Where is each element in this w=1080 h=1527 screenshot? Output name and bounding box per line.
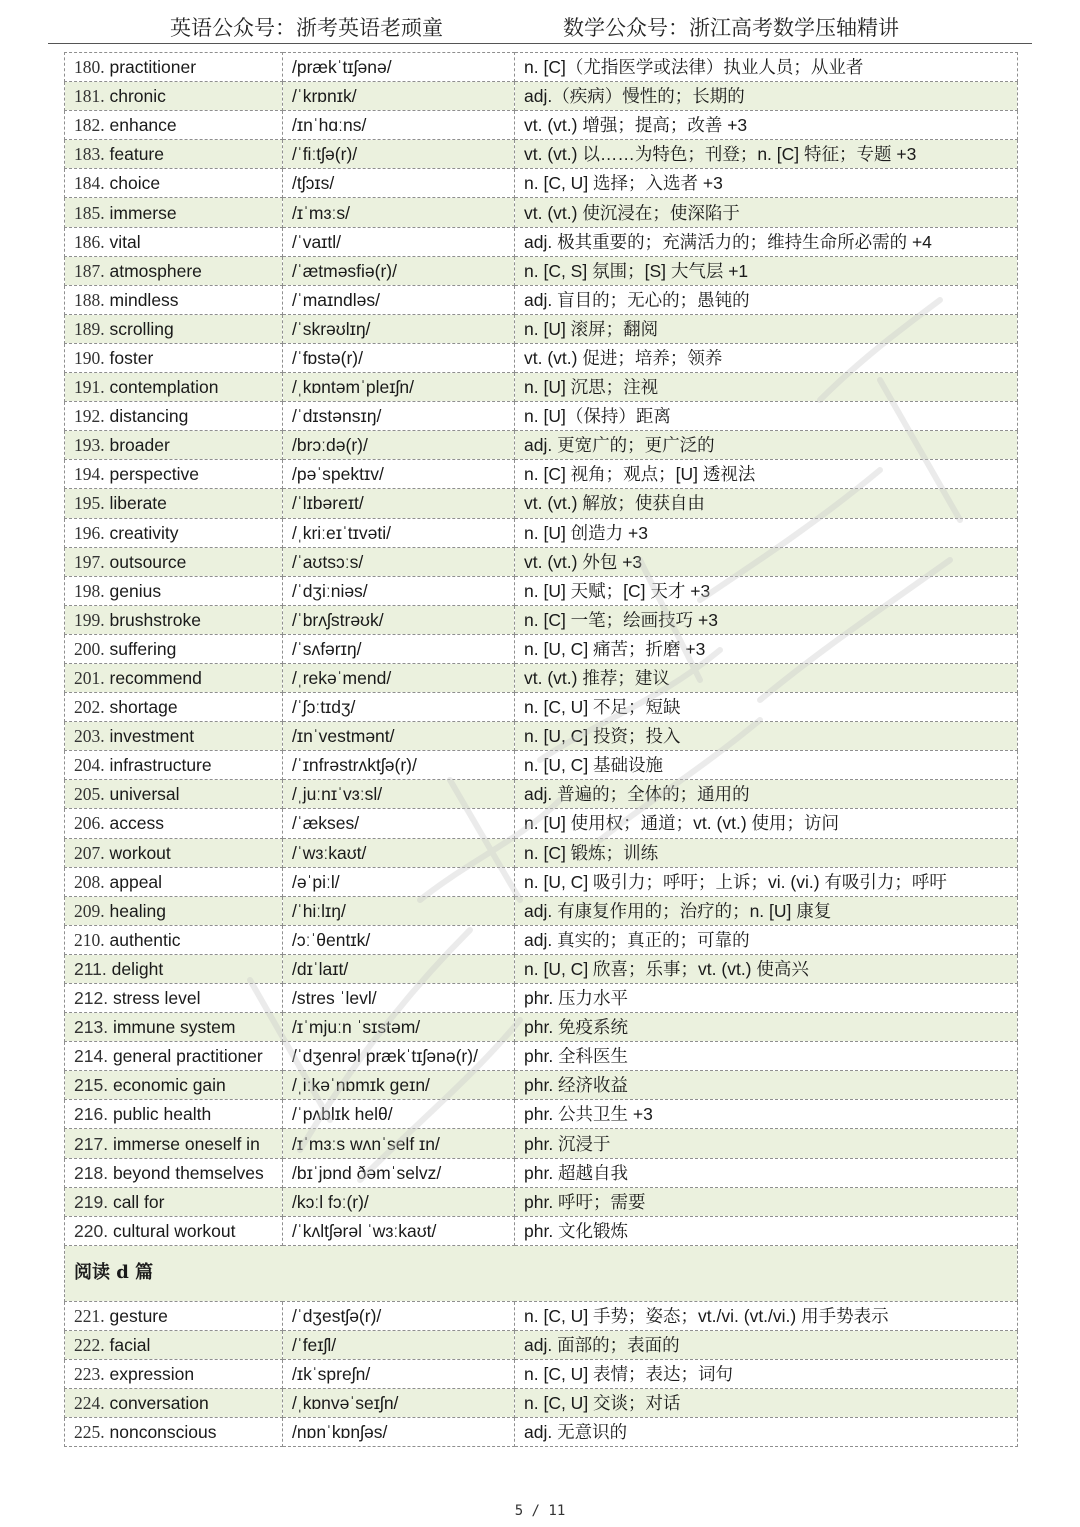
- entry-word: access: [109, 813, 164, 834]
- phonetic-cell: /tʃɔɪs/: [283, 169, 515, 198]
- entry-number: 211.: [74, 958, 107, 979]
- definition-cell: adj.（疾病）慢性的；长期的: [515, 82, 1018, 111]
- word-cell: [65, 954, 283, 983]
- word-cell: [65, 634, 283, 663]
- table-row: [65, 780, 1018, 809]
- definition-cell: n. [U] 滚屏；翻阅: [515, 314, 1018, 343]
- phonetic-cell: /ˈdʒenrəl prækˈtɪʃənə(r)/: [283, 1042, 515, 1071]
- table-row: [65, 693, 1018, 722]
- word-cell: [65, 256, 283, 285]
- phonetic-cell: /ɪkˈspreʃn/: [283, 1360, 515, 1389]
- table-row: [65, 1360, 1018, 1389]
- word-cell: [65, 314, 283, 343]
- definition-cell: n. [C] 视角；观点；[U] 透视法: [515, 460, 1018, 489]
- definition-cell: adj. 普遍的；全体的；通用的: [515, 780, 1018, 809]
- definition-cell: n. [U, C] 基础设施: [515, 751, 1018, 780]
- table-row: [65, 751, 1018, 780]
- entry-number: 192.: [74, 406, 105, 427]
- entry-number: 186.: [74, 231, 105, 252]
- word-cell: [65, 1013, 283, 1042]
- table-row: [65, 838, 1018, 867]
- phonetic-cell: /ˈfɒstə(r)/: [283, 343, 515, 372]
- definition-cell: phr. 全科医生: [515, 1042, 1018, 1071]
- entry-word: conversation: [109, 1393, 209, 1414]
- vocabulary-table-body-2: [65, 1301, 1018, 1446]
- definition-cell: vt. (vt.) 解放；使获自由: [515, 489, 1018, 518]
- phonetic-cell: /ˌkɒntəmˈpleɪʃn/: [283, 373, 515, 402]
- definition-cell: phr. 沉浸于: [515, 1129, 1018, 1158]
- entry-number: 221.: [74, 1305, 105, 1326]
- definition-cell: n. [C, U] 表情；表达；词句: [515, 1360, 1018, 1389]
- phonetic-cell: /ˈkrɒnɪk/: [283, 82, 515, 111]
- word-cell: [65, 227, 283, 256]
- entry-word: outsource: [109, 551, 187, 572]
- entry-word: gesture: [109, 1305, 168, 1326]
- definition-cell: adj. 盲目的；无心的；愚钝的: [515, 285, 1018, 314]
- definition-cell: adj. 真实的；真正的；可靠的: [515, 925, 1018, 954]
- header-math-account: 数学公众号：浙江高考数学压轴精讲: [563, 16, 899, 40]
- entry-word: vital: [109, 231, 141, 252]
- phonetic-cell: /ˈʃɔːtɪdʒ/: [283, 693, 515, 722]
- entry-number: 185.: [74, 202, 105, 223]
- entry-number: 183.: [74, 144, 105, 165]
- vocabulary-table-body: [65, 53, 1018, 1246]
- entry-number: 225.: [74, 1422, 105, 1443]
- word-cell: [65, 780, 283, 809]
- entry-number: 190.: [74, 347, 105, 368]
- entry-number: 201.: [74, 668, 105, 689]
- table-row: [65, 605, 1018, 634]
- entry-word: chronic: [109, 86, 166, 107]
- entry-word: nonconscious: [109, 1422, 217, 1443]
- entry-word: choice: [109, 173, 161, 194]
- phonetic-cell: /ɪˈmɜːs/: [283, 198, 515, 227]
- entry-number: 220.: [74, 1220, 109, 1241]
- phonetic-cell: /ˈɪnfrəstrʌktʃə(r)/: [283, 751, 515, 780]
- phonetic-cell: /ˈdʒestʃə(r)/: [283, 1301, 515, 1330]
- definition-cell: n. [U] 使用权；通道；vt. (vt.) 使用；访问: [515, 809, 1018, 838]
- table-row: [65, 53, 1018, 82]
- definition-cell: n. [U] 天赋；[C] 天才 +3: [515, 576, 1018, 605]
- definition-cell: adj. 无意识的: [515, 1418, 1018, 1447]
- word-cell: [65, 693, 283, 722]
- phonetic-cell: /pəˈspektɪv/: [283, 460, 515, 489]
- entry-word: delight: [111, 958, 164, 979]
- definition-cell: phr. 经济收益: [515, 1071, 1018, 1100]
- definition-cell: n. [C, U] 手势；姿态；vt./vi. (vt./vi.) 用手势表示: [515, 1301, 1018, 1330]
- phonetic-cell: /ɪˈmjuːn ˈsɪstəm/: [283, 1013, 515, 1042]
- entry-number: 212.: [74, 988, 109, 1009]
- phonetic-cell: /bɪˈjɒnd ðəmˈselvz/: [283, 1158, 515, 1187]
- entry-word: creativity: [109, 522, 179, 543]
- table-row: [65, 198, 1018, 227]
- definition-cell: vt. (vt.) 促进；培养；领养: [515, 343, 1018, 372]
- entry-number: 218.: [74, 1162, 109, 1183]
- table-row: [65, 489, 1018, 518]
- definition-cell: adj. 极其重要的；充满活力的；维持生命所必需的 +4: [515, 227, 1018, 256]
- entry-word: broader: [109, 435, 170, 456]
- entry-number: 208.: [74, 871, 105, 892]
- definition-cell: adj. 更宽广的；更广泛的: [515, 431, 1018, 460]
- entry-word: expression: [109, 1364, 195, 1385]
- table-row: [65, 402, 1018, 431]
- word-cell: [65, 984, 283, 1013]
- definition-cell: n. [U] 沉思；注视: [515, 373, 1018, 402]
- table-row: [65, 256, 1018, 285]
- phonetic-cell: /brɔːdə(r)/: [283, 431, 515, 460]
- entry-number: 200.: [74, 638, 105, 659]
- definition-cell: n. [C] 锻炼；训练: [515, 838, 1018, 867]
- table-row: [65, 867, 1018, 896]
- table-row: [65, 1129, 1018, 1158]
- table-row: [65, 1042, 1018, 1071]
- phonetic-cell: /nɒnˈkɒnʃəs/: [283, 1418, 515, 1447]
- word-cell: [65, 518, 283, 547]
- phonetic-cell: /ˈækses/: [283, 809, 515, 838]
- section-title: 阅读 d 篇: [65, 1245, 1018, 1301]
- table-row: [65, 1418, 1018, 1447]
- definition-cell: n. [C, S] 氛围；[S] 大气层 +1: [515, 256, 1018, 285]
- entry-number: 191.: [74, 377, 105, 398]
- word-cell: [65, 605, 283, 634]
- entry-number: 196.: [74, 522, 105, 543]
- phonetic-cell: /ˈlɪbəreɪt/: [283, 489, 515, 518]
- entry-word: shortage: [109, 697, 178, 718]
- entry-word: workout: [109, 842, 171, 863]
- page-header: [0, 0, 1080, 44]
- entry-number: 206.: [74, 813, 105, 834]
- word-cell: [65, 547, 283, 576]
- table-row: [65, 634, 1018, 663]
- entry-number: 210.: [74, 929, 105, 950]
- entry-number: 213.: [74, 1017, 109, 1038]
- word-cell: [65, 140, 283, 169]
- entry-number: 187.: [74, 260, 105, 281]
- definition-cell: n. [U] 创造力 +3: [515, 518, 1018, 547]
- entry-word: economic gain: [112, 1075, 226, 1096]
- entry-number: 184.: [74, 173, 105, 194]
- definition-cell: vt. (vt.) 使沉浸在；使深陷于: [515, 198, 1018, 227]
- definition-cell: phr. 文化锻炼: [515, 1216, 1018, 1245]
- entry-number: 209.: [74, 900, 105, 921]
- word-cell: [65, 838, 283, 867]
- word-cell: [65, 489, 283, 518]
- entry-word: immerse oneself in: [112, 1133, 260, 1154]
- table-row: [65, 460, 1018, 489]
- table-row: [65, 984, 1018, 1013]
- entry-word: scrolling: [109, 318, 174, 339]
- word-cell: [65, 1129, 283, 1158]
- word-cell: [65, 285, 283, 314]
- definition-cell: n. [U, C] 痛苦；折磨 +3: [515, 634, 1018, 663]
- definition-cell: phr. 免疫系统: [515, 1013, 1018, 1042]
- phonetic-cell: /ˈfiːtʃə(r)/: [283, 140, 515, 169]
- word-cell: [65, 867, 283, 896]
- definition-cell: adj. 有康复作用的；治疗的；n. [U] 康复: [515, 896, 1018, 925]
- page-number: 5 / 11: [514, 1503, 566, 1519]
- phonetic-cell: /ˈpʌblɪk helθ/: [283, 1100, 515, 1129]
- entry-word: public health: [112, 1104, 212, 1125]
- entry-word: feature: [109, 144, 164, 165]
- table-row: [65, 1216, 1018, 1245]
- definition-cell: phr. 公共卫生 +3: [515, 1100, 1018, 1129]
- phonetic-cell: /ˌrekəˈmend/: [283, 663, 515, 692]
- header-english-account: 英语公众号：浙考英语老顽童: [170, 16, 443, 40]
- phonetic-cell: /ˌkriːeɪˈtɪvəti/: [283, 518, 515, 547]
- phonetic-cell: /ˈhiːlɪŋ/: [283, 896, 515, 925]
- definition-cell: n. [C, U] 选择；入选者 +3: [515, 169, 1018, 198]
- entry-word: immerse: [109, 202, 177, 223]
- entry-number: 223.: [74, 1364, 105, 1385]
- entry-number: 194.: [74, 464, 105, 485]
- table-row: [65, 1071, 1018, 1100]
- entry-number: 182.: [74, 115, 105, 136]
- entry-word: universal: [109, 784, 180, 805]
- definition-cell: vt. (vt.) 以……为特色；刊登；n. [C] 特征；专题 +3: [515, 140, 1018, 169]
- definition-cell: n. [U, C] 吸引力；呼吁；上诉；vi. (vi.) 有吸引力；呼吁: [515, 867, 1018, 896]
- table-row: [65, 722, 1018, 751]
- phonetic-cell: /ˌjuːnɪˈvɜːsl/: [283, 780, 515, 809]
- phonetic-cell: /ˈbrʌʃstrəʊk/: [283, 605, 515, 634]
- entry-number: 180.: [74, 57, 105, 78]
- entry-word: perspective: [109, 464, 199, 485]
- table-row: [65, 1330, 1018, 1359]
- table-row: [65, 1158, 1018, 1187]
- entry-number: 207.: [74, 842, 105, 863]
- entry-number: 202.: [74, 697, 105, 718]
- phonetic-cell: /ˈdɪstənsɪŋ/: [283, 402, 515, 431]
- phonetic-cell: /əˈpiːl/: [283, 867, 515, 896]
- word-cell: [65, 663, 283, 692]
- table-row: [65, 314, 1018, 343]
- entry-word: general practitioner: [112, 1046, 263, 1067]
- entry-number: 224.: [74, 1393, 105, 1414]
- table-row: [65, 169, 1018, 198]
- phonetic-cell: /prækˈtɪʃənə/: [283, 53, 515, 82]
- phonetic-cell: /ˌiːkəˈnɒmɪk ɡeɪn/: [283, 1071, 515, 1100]
- table-row: [65, 925, 1018, 954]
- table-row: [65, 140, 1018, 169]
- word-cell: [65, 809, 283, 838]
- phonetic-cell: /ɪnˈhɑːns/: [283, 111, 515, 140]
- section-row: [65, 1245, 1018, 1301]
- entry-number: 215.: [74, 1075, 109, 1096]
- entry-word: recommend: [109, 668, 202, 689]
- word-cell: [65, 751, 283, 780]
- word-cell: [65, 1418, 283, 1447]
- definition-cell: vt. (vt.) 推荐；建议: [515, 663, 1018, 692]
- word-cell: [65, 111, 283, 140]
- table-row: [65, 896, 1018, 925]
- entry-word: distancing: [109, 406, 189, 427]
- phonetic-cell: /ˈmaɪndləs/: [283, 285, 515, 314]
- entry-word: beyond themselves: [112, 1162, 264, 1183]
- entry-word: atmosphere: [109, 260, 202, 281]
- entry-word: immune system: [112, 1017, 236, 1038]
- word-cell: [65, 53, 283, 82]
- entry-word: foster: [109, 347, 154, 368]
- phonetic-cell: /ˈwɜːkaʊt/: [283, 838, 515, 867]
- table-row: [65, 1301, 1018, 1330]
- word-cell: [65, 460, 283, 489]
- phonetic-cell: /stres ˈlevl/: [283, 984, 515, 1013]
- table-row: [65, 82, 1018, 111]
- word-cell: [65, 1158, 283, 1187]
- entry-word: call for: [112, 1191, 165, 1212]
- entry-word: investment: [109, 726, 195, 747]
- phonetic-cell: /ˈfeɪʃl/: [283, 1330, 515, 1359]
- word-cell: [65, 1071, 283, 1100]
- definition-cell: phr. 呼吁；需要: [515, 1187, 1018, 1216]
- definition-cell: phr. 超越自我: [515, 1158, 1018, 1187]
- word-cell: [65, 402, 283, 431]
- entry-number: 181.: [74, 86, 105, 107]
- section-body: [65, 1245, 1018, 1301]
- definition-cell: n. [U]（保持）距离: [515, 402, 1018, 431]
- entry-number: 195.: [74, 493, 105, 514]
- table-row: [65, 809, 1018, 838]
- table-row: [65, 518, 1018, 547]
- word-cell: [65, 198, 283, 227]
- definition-cell: n. [U, C] 欣喜；乐事；vt. (vt.) 使高兴: [515, 954, 1018, 983]
- table-row: [65, 1187, 1018, 1216]
- phonetic-cell: /ˈdʒiːniəs/: [283, 576, 515, 605]
- word-cell: [65, 1187, 283, 1216]
- table-row: [65, 111, 1018, 140]
- entry-word: liberate: [109, 493, 167, 514]
- word-cell: [65, 343, 283, 372]
- vocabulary-table: [64, 52, 1018, 1447]
- word-cell: [65, 431, 283, 460]
- word-cell: [65, 1100, 283, 1129]
- definition-cell: phr. 压力水平: [515, 984, 1018, 1013]
- entry-word: mindless: [109, 289, 179, 310]
- entry-number: 222.: [74, 1334, 105, 1355]
- entry-word: contemplation: [109, 377, 219, 398]
- entry-word: practitioner: [109, 57, 197, 78]
- entry-number: 219.: [74, 1191, 109, 1212]
- entry-word: brushstroke: [109, 609, 201, 630]
- phonetic-cell: /ˈkʌltʃərəl ˈwɜːkaʊt/: [283, 1216, 515, 1245]
- word-cell: [65, 576, 283, 605]
- definition-cell: n. [C]（尤指医学或法律）执业人员；从业者: [515, 53, 1018, 82]
- word-cell: [65, 1330, 283, 1359]
- phonetic-cell: /ɪˈmɜːs wʌnˈself ɪn/: [283, 1129, 515, 1158]
- phonetic-cell: /ˈætməsfiə(r)/: [283, 256, 515, 285]
- definition-cell: n. [C, U] 不足；短缺: [515, 693, 1018, 722]
- phonetic-cell: /kɔːl fɔː(r)/: [283, 1187, 515, 1216]
- definition-cell: n. [U, C] 投资；投入: [515, 722, 1018, 751]
- table-row: [65, 343, 1018, 372]
- entry-word: healing: [109, 900, 166, 921]
- phonetic-cell: /ˈsʌfərɪŋ/: [283, 634, 515, 663]
- phonetic-cell: /ˌkɒnvəˈseɪʃn/: [283, 1389, 515, 1418]
- entry-number: 189.: [74, 318, 105, 339]
- entry-number: 198.: [74, 580, 105, 601]
- header-rule: [48, 43, 1032, 44]
- table-row: [65, 1389, 1018, 1418]
- table-row: [65, 1013, 1018, 1042]
- entry-number: 214.: [74, 1046, 109, 1067]
- definition-cell: vt. (vt.) 外包 +3: [515, 547, 1018, 576]
- table-row: [65, 431, 1018, 460]
- phonetic-cell: /ɔːˈθentɪk/: [283, 925, 515, 954]
- entry-number: 203.: [74, 726, 105, 747]
- entry-word: genius: [109, 580, 162, 601]
- entry-word: infrastructure: [109, 755, 212, 776]
- entry-number: 204.: [74, 755, 105, 776]
- word-cell: [65, 925, 283, 954]
- entry-number: 199.: [74, 609, 105, 630]
- word-cell: [65, 1216, 283, 1245]
- entry-word: cultural workout: [112, 1220, 236, 1241]
- entry-number: 188.: [74, 289, 105, 310]
- word-cell: [65, 82, 283, 111]
- definition-cell: n. [C, U] 交谈；对话: [515, 1389, 1018, 1418]
- word-cell: [65, 1042, 283, 1071]
- phonetic-cell: /ɪnˈvestmənt/: [283, 722, 515, 751]
- word-cell: [65, 1389, 283, 1418]
- word-cell: [65, 722, 283, 751]
- entry-number: 217.: [74, 1133, 109, 1154]
- entry-number: 216.: [74, 1104, 109, 1125]
- definition-cell: n. [C] 一笔；绘画技巧 +3: [515, 605, 1018, 634]
- table-row: [65, 547, 1018, 576]
- word-cell: [65, 169, 283, 198]
- entry-word: enhance: [109, 115, 177, 136]
- entry-word: appeal: [109, 871, 163, 892]
- definition-cell: vt. (vt.) 增强；提高；改善 +3: [515, 111, 1018, 140]
- word-cell: [65, 1360, 283, 1389]
- word-cell: [65, 1301, 283, 1330]
- entry-word: facial: [109, 1334, 151, 1355]
- entry-word: suffering: [109, 638, 177, 659]
- table-row: [65, 954, 1018, 983]
- entry-word: stress level: [112, 988, 201, 1009]
- table-row: [65, 576, 1018, 605]
- table-row: [65, 373, 1018, 402]
- entry-number: 193.: [74, 435, 105, 456]
- phonetic-cell: /ˈskrəʊlɪŋ/: [283, 314, 515, 343]
- word-cell: [65, 896, 283, 925]
- phonetic-cell: /ˈvaɪtl/: [283, 227, 515, 256]
- table-row: [65, 663, 1018, 692]
- entry-number: 197.: [74, 551, 105, 572]
- table-row: [65, 1100, 1018, 1129]
- phonetic-cell: /ˈaʊtsɔːs/: [283, 547, 515, 576]
- word-cell: [65, 373, 283, 402]
- entry-word: authentic: [109, 929, 181, 950]
- definition-cell: adj. 面部的；表面的: [515, 1330, 1018, 1359]
- table-row: [65, 285, 1018, 314]
- phonetic-cell: /dɪˈlaɪt/: [283, 954, 515, 983]
- table-row: [65, 227, 1018, 256]
- entry-number: 205.: [74, 784, 105, 805]
